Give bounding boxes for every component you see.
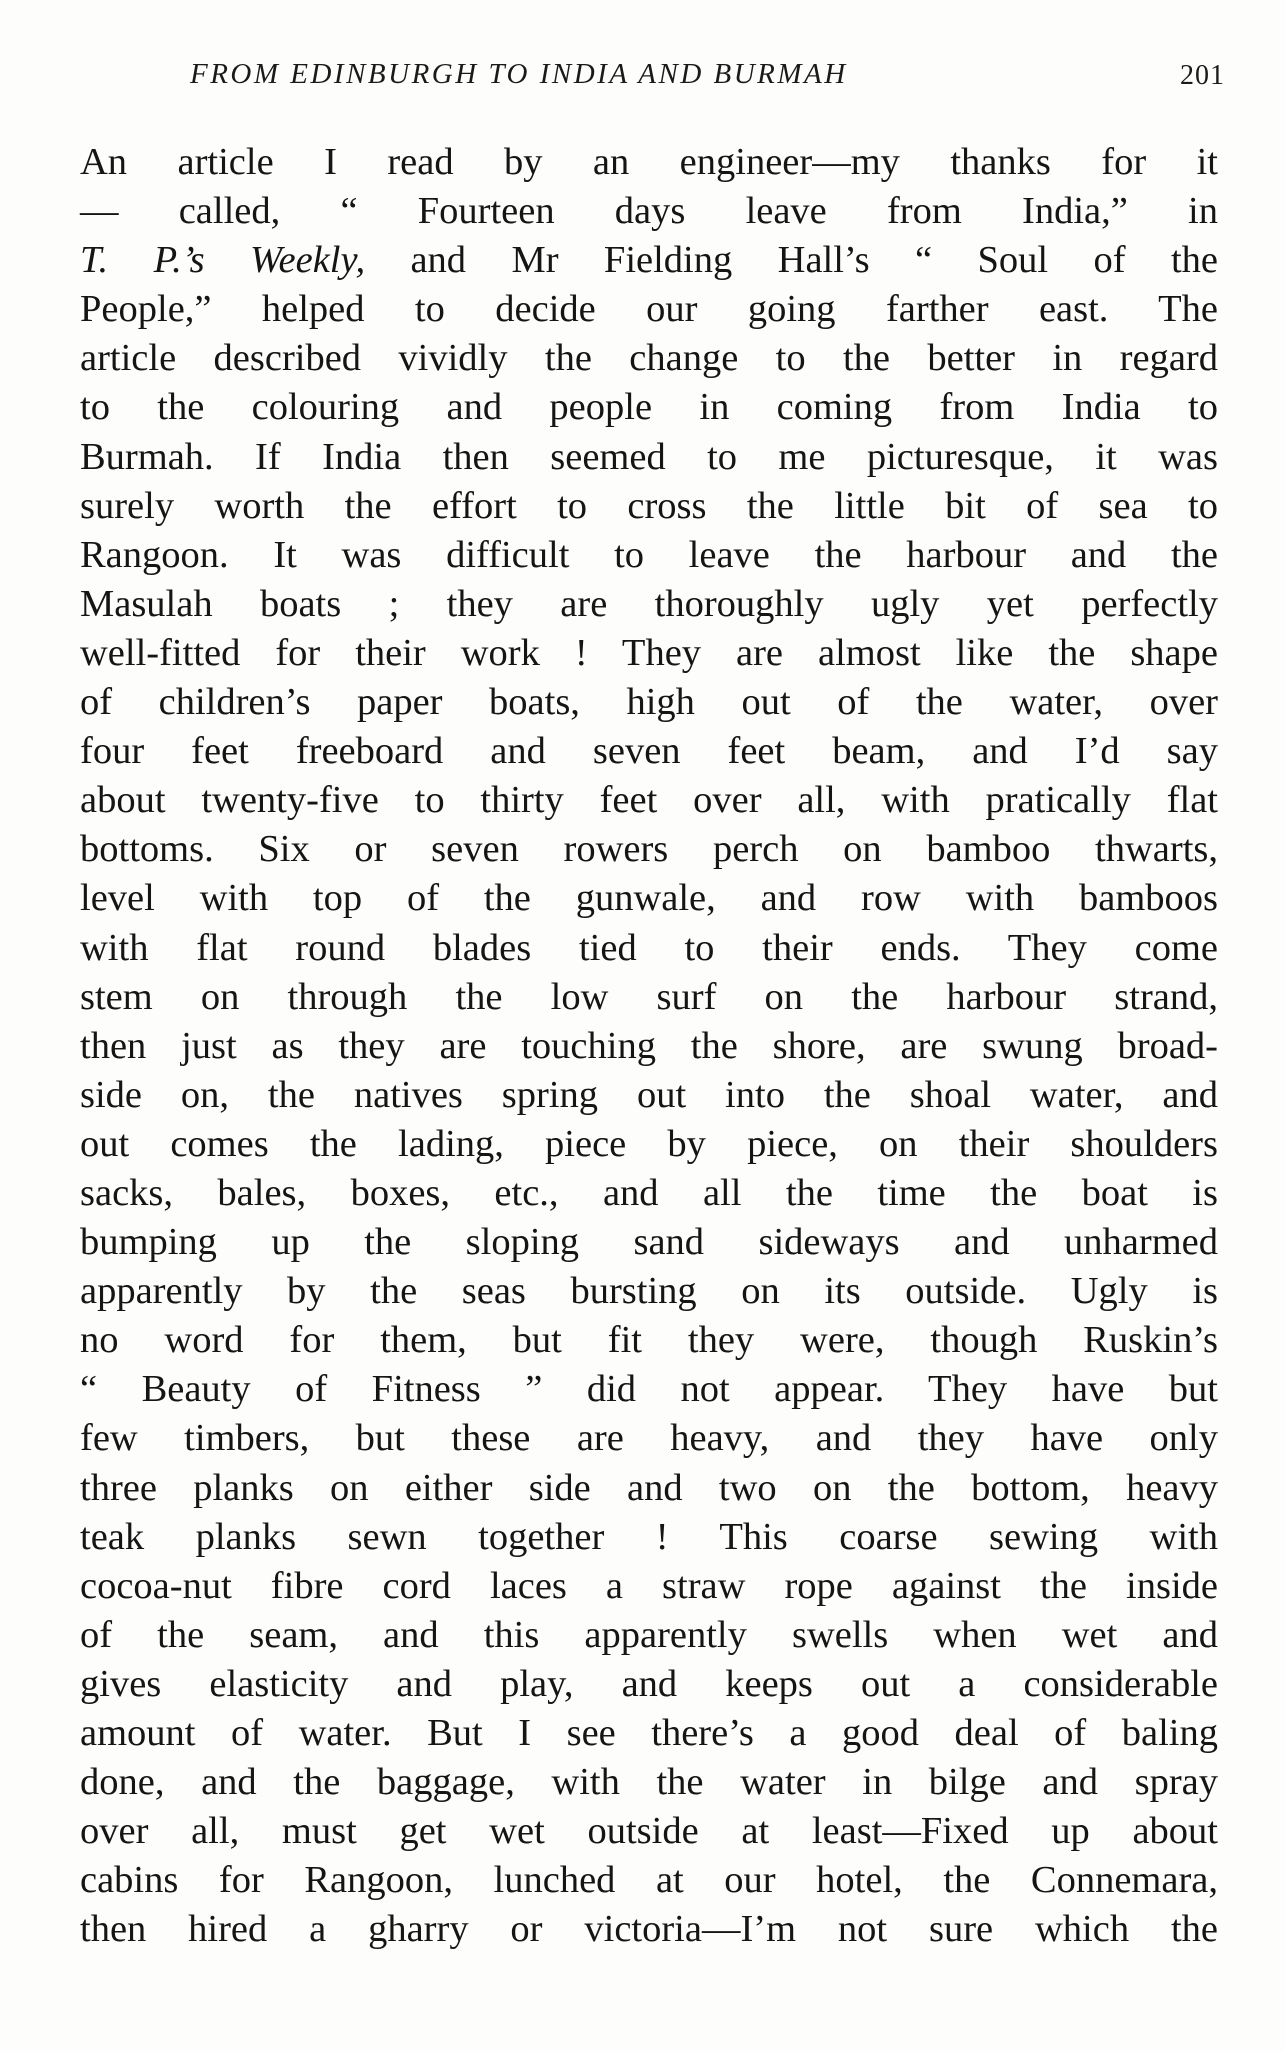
page-number: 201 (1180, 60, 1225, 91)
body-text (80, 138, 1218, 1954)
text-line: “ Beauty of Fitness ” did not appear. They have but (80, 1368, 1218, 1411)
text-line: side on, the natives spring out into the shoal water, and (80, 1073, 1218, 1116)
text-line: sacks, bales, boxes, etc., and all the time the boat is (80, 1171, 1218, 1214)
text-line: few timbers, but these are heavy, and they have only (80, 1417, 1218, 1460)
text-line: stem on through the low surf on the harbour strand, (80, 975, 1218, 1018)
text-line: — called, “ Fourteen days leave from India,” in (80, 190, 1218, 233)
text-line: level with top of the gunwale, and row with bamboos (80, 877, 1218, 920)
text-line: with flat round blades tied to their ends. They come (80, 926, 1218, 969)
text-line: People,” helped to decide our going farther east. The (80, 288, 1218, 331)
text-line: to the colouring and people in coming from India to (80, 386, 1218, 429)
text-line: teak planks sewn together ! This coarse sewing with (80, 1515, 1218, 1558)
text-line: article described vividly the change to the better in regard (80, 337, 1218, 380)
text-line: bumping up the sloping sand sideways and unharmed (80, 1221, 1218, 1264)
text-line: apparently by the seas bursting on its outside. Ugly is (80, 1270, 1218, 1313)
text-line-rest: and Mr Fielding Hall’s “ Soul of the (365, 239, 1218, 282)
text-line: of children’s paper boats, high out of the water, over (80, 681, 1218, 724)
text-line: then just as they are touching the shore, are swung broad- (80, 1024, 1218, 1067)
text-line: amount of water. But I see there’s a good deal of baling (80, 1712, 1218, 1754)
text-line: well-fitted for their work ! They are almost like the shape (80, 631, 1218, 674)
text-line (80, 236, 1218, 285)
text-line: then hired a gharry or victoria—I’m not sure which the (80, 1908, 1218, 1951)
text-line: no word for them, but fit they were, though Ruskin’s (80, 1319, 1218, 1362)
text-line: Burmah. If India then seemed to me picturesque, it was (80, 435, 1218, 478)
text-line: Masulah boats ; they are thoroughly ugly yet perfectly (80, 582, 1218, 625)
text-line: about twenty-five to thirty feet over all, with pratically flat (80, 779, 1218, 822)
text-line: of the seam, and this apparently swells when wet and (80, 1613, 1218, 1656)
text-line: four feet freeboard and seven feet beam, and I’d say (80, 730, 1218, 773)
text-line: cocoa-nut fibre cord laces a straw rope against the inside (80, 1564, 1218, 1607)
text-line: An article I read by an engineer—my thanks for it (80, 141, 1218, 183)
text-line: over all, must get wet outside at least—Fixed up about (80, 1810, 1218, 1853)
text-line: out comes the lading, piece by piece, on their shoulders (80, 1122, 1218, 1165)
text-line: gives elasticity and play, and keeps out a considerable (80, 1662, 1218, 1705)
text-line: bottoms. Six or seven rowers perch on bamboo thwarts, (80, 828, 1218, 871)
text-line: cabins for Rangoon, lunched at our hotel, the Connemara, (80, 1859, 1218, 1902)
text-line: done, and the baggage, with the water in bilge and spray (80, 1761, 1218, 1804)
text-line: surely worth the effort to cross the little bit of sea to (80, 484, 1218, 527)
text-line: three planks on either side and two on the bottom, heavy (80, 1466, 1218, 1509)
text-line: Rangoon. It was difficult to leave the harbour and the (80, 533, 1218, 576)
running-head (80, 58, 1225, 98)
running-title: FROM EDINBURGH TO INDIA AND BURMAH (190, 58, 848, 90)
periodical-title: T. P.’s Weekly, (80, 239, 366, 282)
